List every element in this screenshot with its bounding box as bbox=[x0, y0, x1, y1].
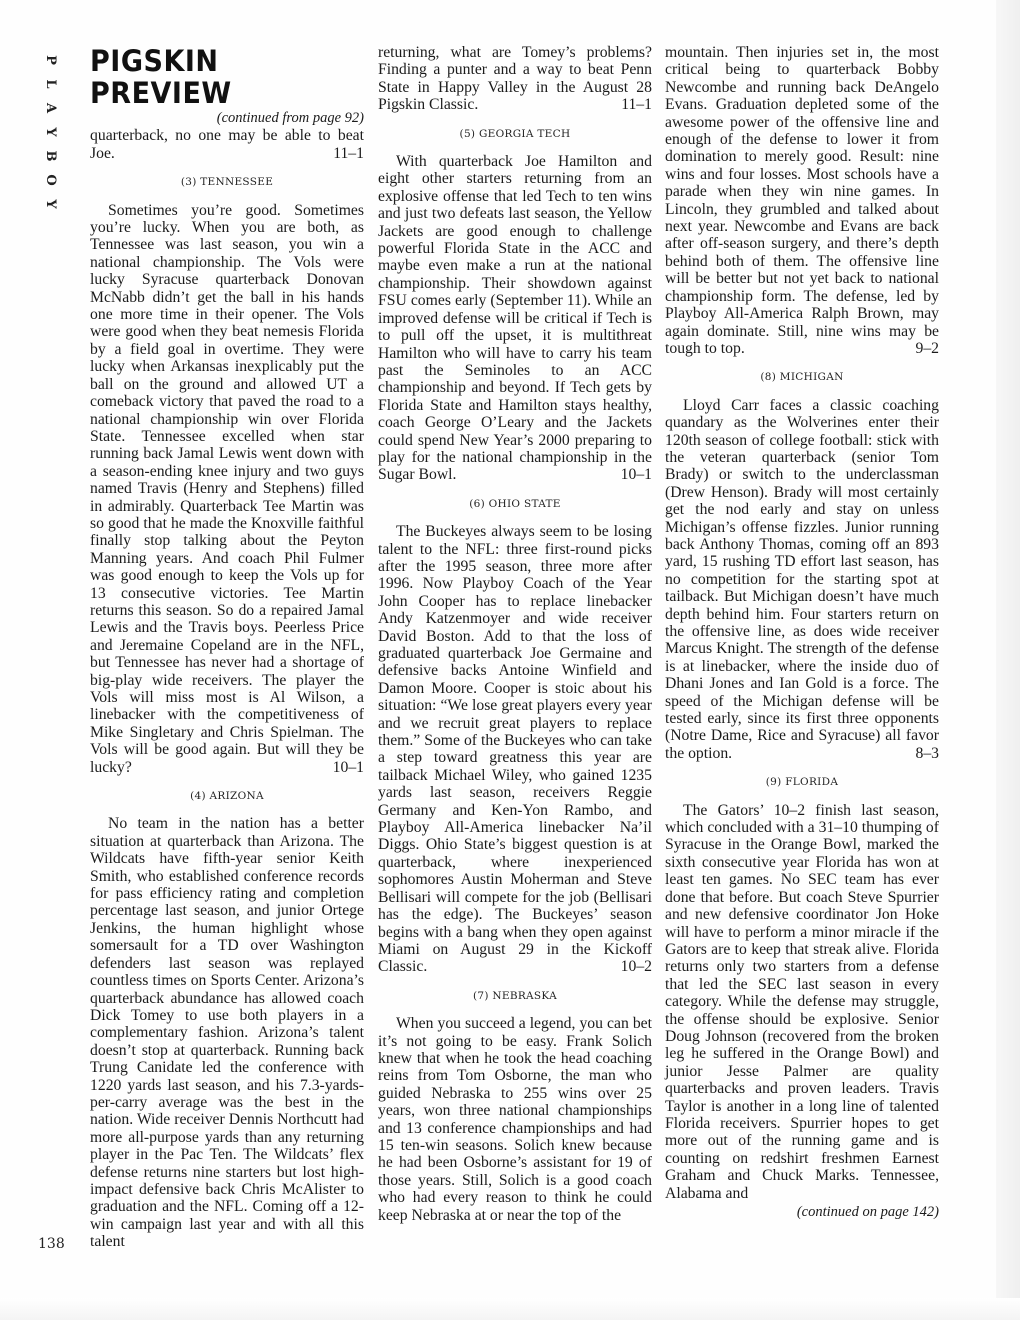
nebraska-record: 9–2 bbox=[915, 339, 939, 357]
section-heading-michigan: (8) MICHIGAN bbox=[760, 371, 844, 384]
nebraska-cont-text: mountain. Then injuries set in, the most critical being to quarterback Bobby Newcombe and running back DeAngelo Evans. Graduation depleted some of the awesome power of the offensive line and enough of the defense to lower it from domination to merely good. Result: nine wins and four losses. Most schools have a parade when they win nine games. In Lincoln, they grumbled and talked about next year. Newcombe and Evans are back after off-season surgery, and there’s depth behind both of them. The offensive line will be better but not yet back to national championship form. The defense, led by Playboy All-America Ralph Brown, may again dominate. Still, nine wins may be tough to top. bbox=[665, 44, 939, 357]
arizona-cont-text: returning, what are Tomey’s problems? Finding a punter and a way to beat Penn State in Happy Valley in the August 28 Pigskin Classic. bbox=[378, 44, 652, 114]
arizona-continuation bbox=[378, 44, 652, 114]
michigan-text: Lloyd Carr faces a classic coaching quandary as the Wolverines enter their 120th season of college football: stick with the veteran quarterback (senior Tom Brady) or switch to the underclassman (Drew Henson). Brady will most certainly get the nod early and stay on unless Michigan’s offense fizzles. Junior running back Anthony Thomas, coming off an 893 yard, 15 rushing TD effort last season, has no competition for the starting spot at tailback. But Michigan doesn’t have much depth behind him. Four starters return on the offensive line, as does wide receiver Marcus Knight. The strength of the defense is at linebacker, where the inside duo of Dhani Jones and Ian Gold is a force. The speed of the Michigan defense will be tested early, since its first three opponents (Notre Dame, Rice and Syracuse) all favor the option. bbox=[665, 396, 939, 762]
section-heading-ohio-state: (6) OHIO STATE bbox=[469, 497, 561, 510]
section-body-michigan bbox=[665, 397, 939, 763]
section-heading-nebraska: (7) NEBRASKA bbox=[472, 989, 558, 1002]
magazine-side-label bbox=[40, 48, 60, 216]
section-body-arizona: No team in the nation has a better situation at quarterback than Arizona. The Wildcats have fifth-year senior Keith Smith, who established conference records for pass efficiency rating and completion percentage last season, and junior Ortege Jenkins, the human highlight whose somersault for a TD over Washington defenders last season was replayed countless times on Sports Center. Arizona’s quarterback abundance has allowed coach Dick Tomey to use both players in a complementary fashion. Arizona’s talent doesn’t stop at quarterback. Running back Trung Canidate led the conference with 1220 yards last season, and his 7.3-yards-per-carry average was the best in the nation. Wide receiver Dennis Northcutt had more all-purpose yards than any returning player in the Pac Ten. The Wildcats’ flex defense returns nine starters but lost high-impact defensive back Chris McAlister to graduation and the NFL. Coming off a 12-win campaign last year and with all this talent bbox=[90, 815, 364, 1251]
side-label-letter: P bbox=[43, 55, 58, 65]
side-label-letter: B bbox=[43, 150, 58, 162]
side-label-letter: O bbox=[43, 174, 58, 186]
column-3 bbox=[665, 44, 939, 1221]
michigan-record: 8–3 bbox=[915, 744, 939, 762]
section-body-ohio-state bbox=[378, 523, 652, 976]
side-label-letter: L bbox=[43, 79, 58, 89]
tennessee-text: Sometimes you’re good. Sometimes you’re lucky. When you are both, as Tennessee was last season, you win a national championship. The Vols were lucky Syracuse quarterback Donovan McNabb didn’t get the ball in his hands one more time in their opener. The Vols were good when they beat nemesis Florida by a field goal in overtime. They were lucky when Arkansas inexplicably put the ball on the ground and allowed UT a comeback victory that paved the road to a national championship win over Florida State. Tennessee excelled when star running back Jamal Lewis went down with a season-ending knee injury and two guys named Travis (Henry and Stephens) filled in admirably. Quarterback Tee Martin was so good that he made the Knoxville faithful finally stop talking about the Peyton Manning years. And coach Phil Fulmer was good enough to keep the Vols up for 13 consecutive victories. Tee Martin returns this season. So do a repaired Jamal Lewis and the Travis boys. Peerless Price and Jeremaine Copeland are in the NFL, but Tennessee has never had a shortage of big-play wide receivers. The player the Vols will miss most is Al Wilson, a linebacker with the competitiveness of Mike Singletary and Chris Spielman. The Vols will be good again. But will they be lucky? bbox=[90, 201, 364, 776]
arizona-record: 11–1 bbox=[621, 96, 652, 114]
section-body-georgia-tech bbox=[378, 153, 652, 484]
section-heading-florida: (9) FLORIDA bbox=[765, 776, 839, 789]
georgia-tech-record: 10–1 bbox=[620, 466, 652, 484]
section-body-nebraska: When you succeed a legend, you can bet it’s not going to be easy. Frank Solich knew that when he took the head coaching reins from Tom Osborne, the man who guided Nebraska to 255 wins over 25 years, won three national championships and 13 conference championships and had 15 ten-win seasons. Solich knew because he had been Osborne’s assistant for 19 of those years. Still, Solich is a good coach who had every reason to think he could keep Nebraska at or near the top of the bbox=[378, 1015, 652, 1224]
magazine-name bbox=[40, 48, 60, 216]
continued-on-note: (continued on page 142) bbox=[796, 1204, 939, 1220]
ohio-state-record: 10–2 bbox=[620, 958, 652, 976]
nebraska-continuation bbox=[665, 44, 939, 357]
section-heading-georgia-tech: (5) GEORGIA TECH bbox=[459, 127, 571, 140]
continued-from-note: (continued from page 92) bbox=[216, 110, 364, 126]
column-1 bbox=[90, 44, 364, 1251]
intro-record: 11–1 bbox=[333, 144, 364, 162]
georgia-tech-text: With quarterback Joe Hamilton and eight other starters returning from an explosive offense that led Tech to ten wins and just two defeats last season, the Yellow Jackets are good enough to challenge powerful Florida State in the ACC and maybe even make a run at the national championship. Their showdown against FSU comes early (September 11). While an improved defense will be critical if Tech is to pull off the upset, it is multithreat Hamilton who will have to carry his team past the Seminoles to an ACC championship and beyond. If Tech gets by Florida State and Hamilton stays healthy, coach George O’Leary and the Jackets could spend New Year’s 2000 preparing to play for the national championship in the Sugar Bowl. bbox=[378, 153, 652, 484]
side-label-letter: A bbox=[43, 102, 58, 114]
section-body-florida: The Gators’ 10–2 finish last season, which concluded with a 31–10 thumping of Syracuse in the Orange Bowl, marked the sixth consecutive year Florida has won at least ten games. No SEC team has ever done that before. But coach Steve Spurrier and new defensive coordinator Jon Hoke will have to perform a minor miracle if the Gators are to keep that streak alive. Florida returns only two starters from a defense that led the SEC last season in every category. While the defense may struggle, the offense should be explosive. Senior Doug Johnson (recovered from the broken leg he suffered in the Orange Bowl) and junior Jesse Palmer are quality quarterbacks and proven leaders. Travis Taylor is another in a long line of talented Florida receivers. Spurrier hopes to get more out of the running game and is counting on redshirt freshmen Earnest Graham and Chuck Marks. Tennessee, Alabama and bbox=[665, 801, 939, 1202]
ohio-state-text: The Buckeyes always seem to be losing talent to the NFL: three first-round picks after the 1995 season, three more after 1996. Now Playboy Coach of the Year John Cooper has to replace linebacker Andy Katzenmoyer and wide receiver David Boston. Add to that the loss of graduated quarterback Joe Germaine and defensive backs Antoine Winfield and Damon Moore. Cooper is stoic about his situation: “We lose great players every year and we recruit great players to replace them.” Some of the Buckeyes who can take a step toward greatness this year are tailback Michael Wiley, who gained 1235 yards last season, receivers Reggie Germany and Ken-Yon Rambo, and Playboy All-America linebacker Na’il Diggs. Ohio State’s biggest question is at quarterback, where inexperienced sophomores Austin Moherman and Steve Bellisari will compete for the job (Bellisari has the edge). The Buckeyes’ season begins with a bang when they open against Miami on August 29 in the Kickoff Classic. bbox=[378, 523, 652, 976]
tennessee-record: 10–1 bbox=[332, 758, 364, 776]
side-label-letter: Y bbox=[43, 199, 58, 209]
section-heading-arizona: (4) ARIZONA bbox=[190, 790, 264, 803]
intro-text: quarterback, no one may be able to beat Joe. bbox=[90, 127, 364, 162]
page-edge bbox=[996, 0, 1020, 1320]
page-number: 138 bbox=[38, 1236, 65, 1252]
article-headline: PIGSKIN PREVIEW bbox=[90, 44, 232, 111]
side-label-letter: Y bbox=[43, 127, 58, 137]
section-heading-tennessee: (3) TENNESSEE bbox=[180, 176, 274, 189]
section-body-tennessee bbox=[90, 202, 364, 776]
intro-paragraph bbox=[90, 127, 364, 162]
column-2 bbox=[378, 44, 652, 1224]
